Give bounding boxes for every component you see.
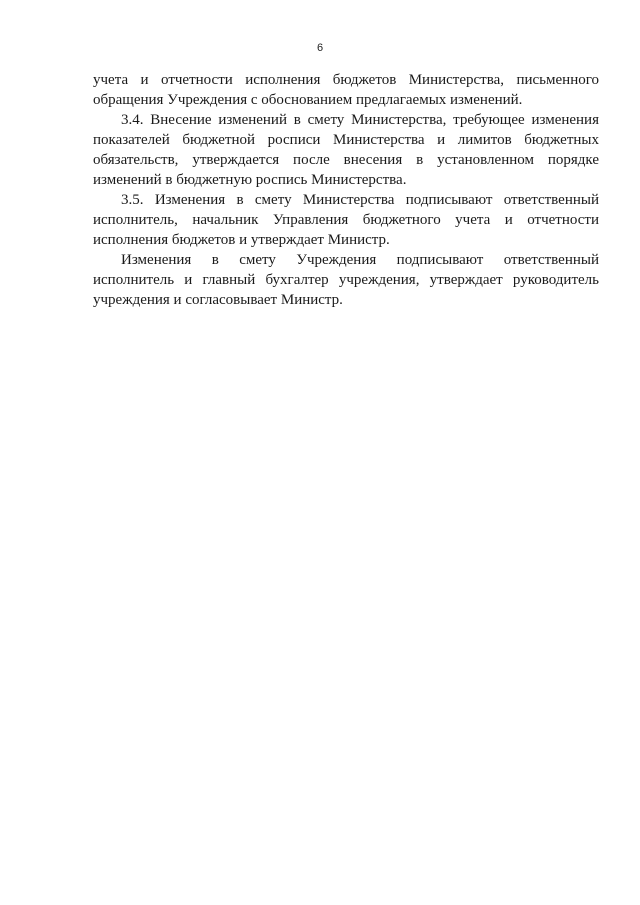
page-number: 6	[316, 42, 324, 54]
document-body	[93, 70, 599, 310]
paragraph-3-4: 3.4. Внесение изменений в смету Министерства, требующее изменения показателей бюджетной росписи Министерства и лимитов бюджетных обязательств, утверждается после внесения в установленном порядке изменений в бюджетную роспись Министерства.	[93, 112, 599, 188]
paragraph-3-5: 3.5. Изменения в смету Министерства подписывают ответственный исполнитель, начальник Управления бюджетного учета и отчетности исполнения бюджетов и утверждает Министр.	[93, 192, 599, 248]
paragraph-institution-estimate: Изменения в смету Учреждения подписывают ответственный исполнитель и главный бухгалтер учреждения, утверждает руководитель учреждения и согласовывает Министр.	[93, 252, 599, 308]
paragraph-continuation: учета и отчетности исполнения бюджетов Министерства, письменного обращения Учреждения с обоснованием предлагаемых изменений.	[93, 72, 599, 108]
